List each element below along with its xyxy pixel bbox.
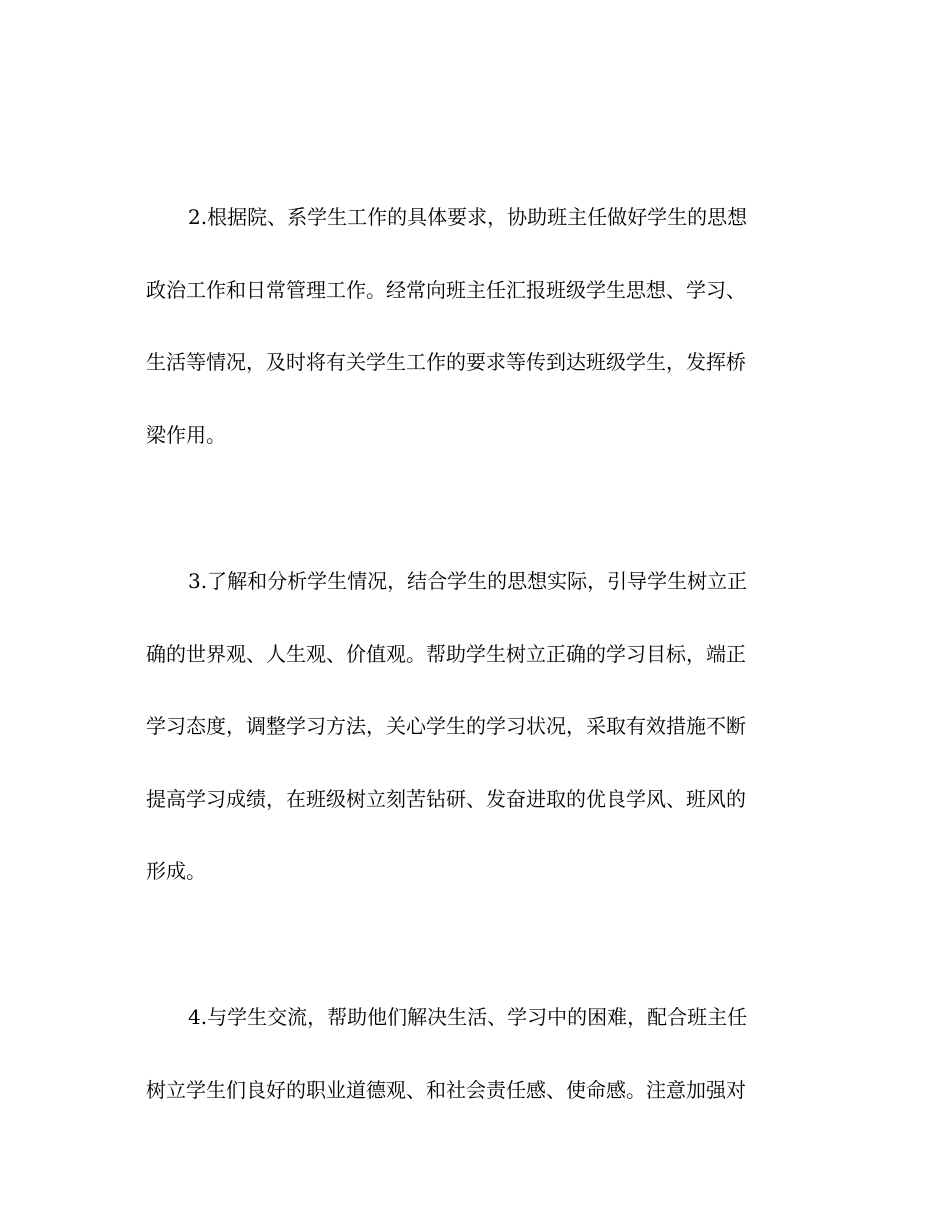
paragraph-2-line-3: 生活等情况，及时将有关学生工作的要求等传到达班级学生，发挥桥 xyxy=(146,350,746,374)
paragraph-3-line-3: 学习态度，调整学习方法，关心学生的学习状况，采取有效措施不断 xyxy=(146,714,746,738)
paragraph-4-line-2: 树立学生们良好的职业道德观、和社会责任感、使命感。注意加强对 xyxy=(146,1078,746,1102)
paragraph-4-line-1: 4.与学生交流，帮助他们解决生活、学习中的困难，配合班主任 xyxy=(188,1005,748,1029)
paragraph-3-line-2: 确的世界观、人生观、价值观。帮助学生树立正确的学习目标，端正 xyxy=(146,642,746,666)
paragraph-2-line-1: 2.根据院、系学生工作的具体要求，协助班主任做好学生的思想 xyxy=(188,205,748,229)
paragraph-3-line-4: 提高学习成绩，在班级树立刻苦钻研、发奋进取的优良学风、班风的 xyxy=(146,787,746,811)
paragraph-3-line-5: 形成。 xyxy=(146,859,206,883)
paragraph-3-line-1: 3.了解和分析学生情况，结合学生的思想实际，引导学生树立正 xyxy=(188,569,748,593)
paragraph-2-line-4: 梁作用。 xyxy=(146,423,226,447)
paragraph-2-line-2: 政治工作和日常管理工作。经常向班主任汇报班级学生思想、学习、 xyxy=(146,278,746,302)
